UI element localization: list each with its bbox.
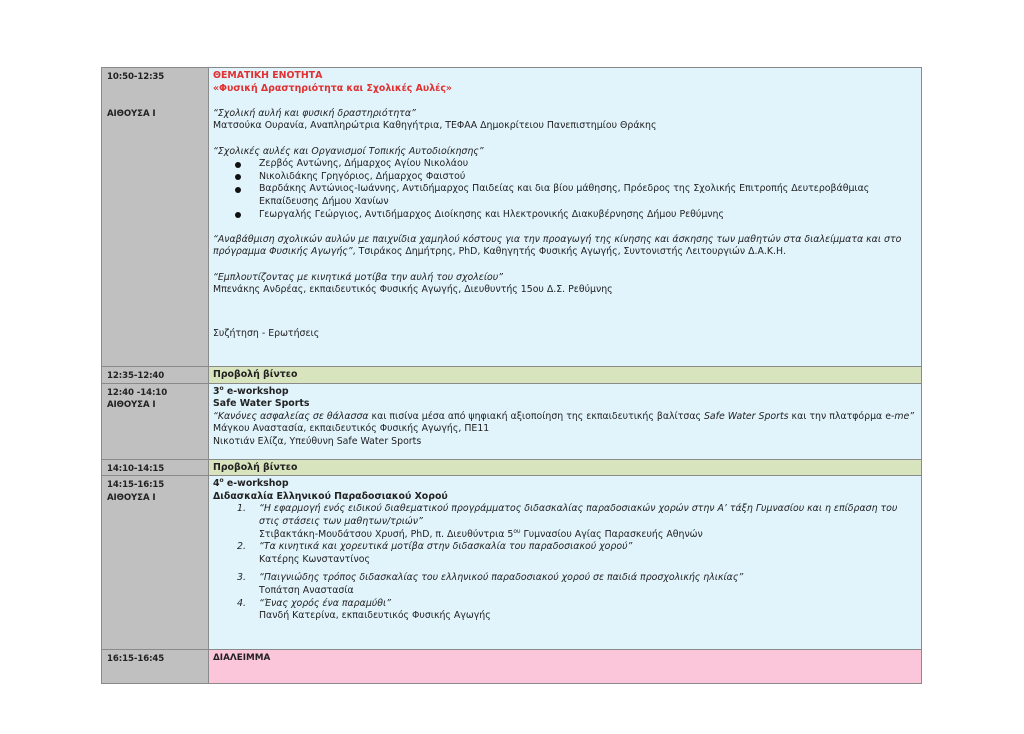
workshop-label [213,386,917,399]
session-row-workshop-4 [102,476,922,650]
video-row [102,367,922,384]
list-item [237,597,917,623]
talk-title: “Τα κινητικά και χορευτικά μοτίβα στην διδασκαλία του παραδοσιακού χορού” [259,541,633,553]
time-cell [102,459,209,476]
session-content [209,383,922,459]
session-time: 12:35-12:40 [107,371,165,381]
video-label: Προβολή βίντεο [209,367,922,384]
item-number: 1. [237,503,246,515]
workshop-label [213,478,917,491]
talk-title: “Παιγνιώδης τρόπος διδασκαλίας του ελληνικού παραδοσιακού χορού σε παιδιά προσχολικής ηλικίας” [259,572,744,584]
talk-speaker: Νικοτιάν Ελίζα, Υπεύθυνη Safe Water Sports [213,435,422,447]
workshop-number: 3 [213,385,220,397]
talk-title-part: “Η εφαρμογή ενός ειδικού διαθεματικού προγράμματος διδασκαλίας παραδοσιακών χορών στην Α’ τάξη Γυμνασίου και η επίδραση του στις στάσεις των μαθητων/ [259,503,898,527]
session-time: 14:15-16:15 [107,480,165,491]
workshop-title: Safe Water Sports [213,398,310,410]
speaker-sup: ου [513,527,521,535]
talk-title-part: “Κανόνες ασφαλείας σε θάλασσα [213,410,369,422]
talk-speaker: Ματσούκα Ουρανία, Αναπληρώτρια Καθηγήτρια, ΤΕΦΑΑ Δημοκρίτειου Πανεπιστημίου Θράκης [213,120,657,132]
list-item: Ζερβός Αντώνης, Δήμαρχος Αγίου Νικολάου [259,158,917,171]
talk-speaker: Κατέρης Κωνσταντίνος [259,553,370,565]
time-cell [102,383,209,459]
session-time: 16:15-16:45 [107,654,165,665]
talk-speaker: Μάγκου Αναστασία, εκπαιδευτικός Φυσικής Αγωγής, ΠΕ11 [213,423,490,435]
list-item: Βαρδάκης Αντώνιος-Ιωάννης, Αντιδήμαρχος Παιδείας και δια βίου μάθησης, Πρόεδρος της Σχολικής Επιτροπής Δευτεροβάθμιας Εκπαίδευσης Δήμου Χανίων [259,183,917,208]
workshop-number: 4 [213,478,220,490]
session-row-thematic [102,68,922,367]
session-content [209,476,922,650]
session-row-workshop-3 [102,383,922,459]
talk-title [213,411,917,424]
item-number: 2. [237,541,246,553]
session-time: 10:50-12:35 [107,72,165,82]
talk-title-part: τριών” [390,515,423,527]
time-cell [102,476,209,650]
talk-block [213,234,917,259]
workshop-sup: ο [219,384,224,392]
session-content [209,68,922,367]
speaker-part: Στιβακτάκη-Μουδάτσου Χρυσή, PhD, π. Διευθύντρια 5 [259,528,514,540]
talk-speaker: , Τσιράκος Δημήτρης, PhD, Καθηγητής Φυσικής Αγωγής, Συντονιστής Λειτουργιών Δ.Α.Κ.Η. [352,246,787,258]
workshop-sup: ο [219,477,224,485]
talk-title-part: me” [894,410,915,422]
talk-title-part: Safe Water Sports [703,410,789,422]
section-title: «Φυσική Δραστηριότητα και Σχολικές Αυλές» [213,82,452,94]
item-number: 3. [237,572,246,584]
section-label: ΘΕΜΑΤΙΚΗ ΕΝΟΤΗΤΑ [213,70,323,81]
time-cell [102,367,209,384]
workshop-text: e-workshop [223,478,289,490]
break-label: ΔΙΑΛΕΙΜΜΑ [209,650,922,684]
programme-table [101,67,922,684]
talk-title: “Σχολικές αυλές και Οργανισμοί Τοπικής Αυτοδιοίκησης” [213,145,484,157]
talk-list [213,503,917,622]
time-cell [102,650,209,684]
list-item: Νικολιδάκης Γρηγόριος, Δήμαρχος Φαιστού [259,171,917,184]
break-row [102,650,922,684]
talk-title: “Εμπλουτίζοντας με κινητικά μοτίβα την αυλή του σχολείου” [213,271,504,283]
talk-speaker [259,529,917,542]
talk-title-part: και πισίνα μέσα από ψηφιακή αξιοποίηση της εκπαιδευτικής βαλίτσας [368,410,704,422]
discussion-label: Συζήτηση - Ερωτήσεις [213,327,320,339]
item-number: 4. [237,597,246,609]
workshop-title: Διδασκαλία Ελληνικού Παραδοσιακού Χορού [213,490,448,502]
video-row [102,459,922,476]
time-cell [102,68,209,367]
speaker-list [213,158,917,221]
session-time: 14:10-14:15 [107,463,165,474]
video-label: Προβολή βίντεο [209,459,922,476]
list-item: Γεωργαλής Γεώργιος, Αντιδήμαρχος Διοίκησης και Ηλεκτρονικής Διακυβέρνησης Δήμου Ρεθύμνης [259,209,917,222]
workshop-text: e-workshop [223,385,289,397]
list-item [237,541,917,566]
list-item [237,572,917,597]
session-room: ΑΙΘΟΥΣΑ Ι [107,108,156,119]
speaker-part: Γυμνασίου Αγίας Παρασκευής Αθηνών [520,528,703,540]
list-item [237,503,917,541]
session-room: ΑΙΘΟΥΣΑ Ι [107,400,156,411]
talk-title: “Αναβάθμιση σχολικών αυλών με παιχνίδια χαμηλού κόστους για την προαγωγή της κίνησης και άσκησης των μαθητών στα διαλείμματα και στο πρόγραμμα Φυσικής Αγωγής” [213,233,902,258]
talk-title [259,503,917,528]
session-time: 12:40 -14:10 [107,387,168,398]
talk-speaker: Μπενάκης Ανδρέας, εκπαιδευτικός Φυσικής Αγωγής, Διευθυντής 15ου Δ.Σ. Ρεθύμνης [213,284,613,296]
talk-title-part: και την πλατφόρμα e- [788,410,895,422]
talk-title: “Σχολική αυλή και φυσική δραστηριότητα” [213,107,416,119]
session-room: ΑΙΘΟΥΣΑ Ι [107,492,156,503]
talk-title: “Ένας χορός ένα παραμύθι” [259,597,391,609]
talk-speaker: Τοπάτση Αναστασία [259,584,354,596]
talk-speaker: Πανδή Κατερίνα, εκπαιδευτικός Φυσικής Αγωγής [259,610,491,622]
